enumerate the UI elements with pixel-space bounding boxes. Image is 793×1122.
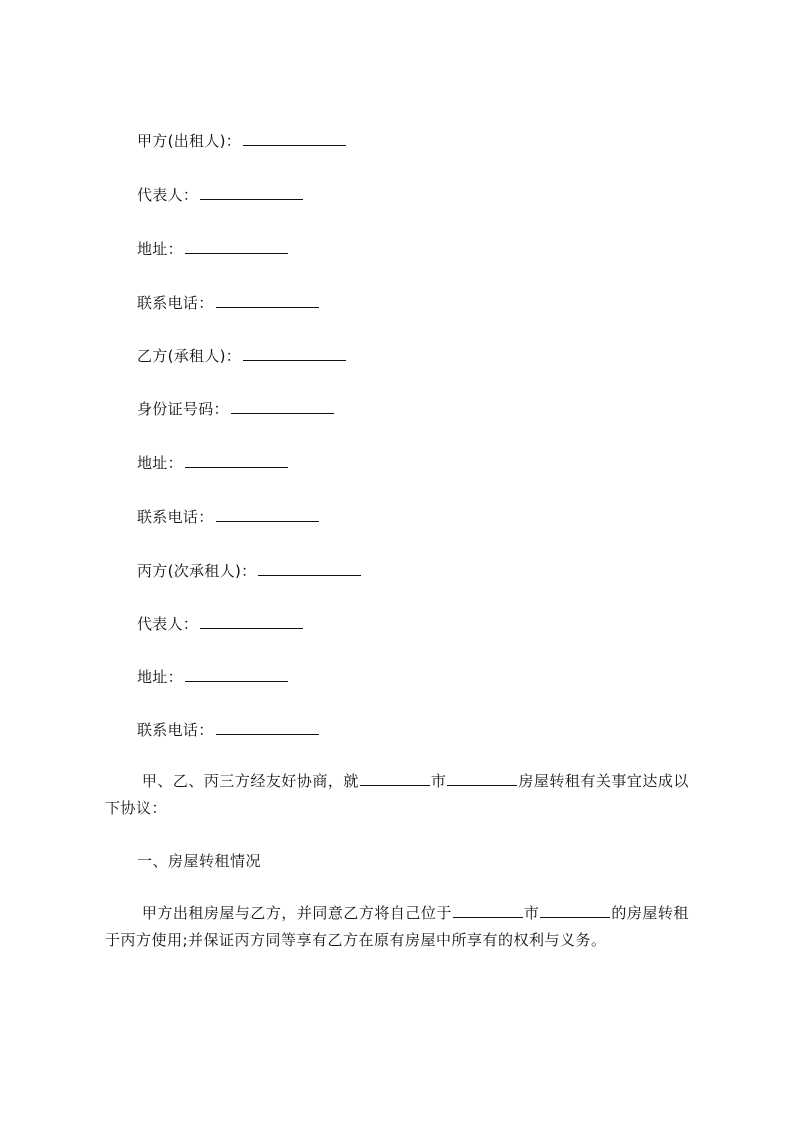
fill-blank — [258, 560, 361, 576]
intro-text: 甲、乙、丙三方经友好协商，就 — [141, 772, 359, 790]
field-label: 代表人： — [137, 615, 199, 633]
field-label: 联系电话： — [137, 721, 214, 739]
intro-line-2: 下协议： — [105, 799, 168, 817]
field-label: 地址： — [137, 454, 183, 472]
fill-blank — [185, 666, 288, 682]
fill-blank — [216, 719, 319, 735]
fill-blank — [360, 770, 430, 786]
fill-blank — [200, 184, 303, 200]
intro-line-1 — [105, 768, 705, 795]
party-b-id-field — [137, 398, 334, 420]
party-b-phone-field — [137, 506, 319, 528]
fill-blank — [243, 130, 346, 146]
field-label: 联系电话： — [137, 508, 214, 526]
party-a-address-field — [137, 238, 288, 260]
party-a-phone-field — [137, 292, 319, 314]
section-heading: 一、房屋转租情况 — [137, 852, 262, 870]
fill-blank — [185, 452, 288, 468]
fill-blank — [447, 770, 517, 786]
fill-blank — [185, 238, 288, 254]
field-label: 甲方(出租人)： — [137, 132, 242, 150]
intro-text: 房屋转租有关事宜达成以 — [518, 772, 689, 790]
field-label: 身份证号码： — [137, 400, 229, 418]
party-c-representative-field — [137, 613, 303, 635]
intro-paragraph — [105, 768, 705, 822]
field-label: 联系电话： — [137, 294, 214, 312]
field-label: 代表人： — [137, 186, 199, 204]
party-b-address-field — [137, 452, 288, 474]
field-label: 乙方(承租人)： — [137, 347, 242, 365]
fill-blank — [243, 345, 346, 361]
party-c-phone-field — [137, 719, 319, 741]
party-a-field — [137, 130, 346, 152]
intro-city-label: 市 — [430, 772, 447, 790]
fill-blank — [200, 613, 303, 629]
field-label: 丙方(次承租人)： — [137, 562, 257, 580]
party-b-field — [137, 345, 346, 367]
party-a-representative-field — [137, 184, 303, 206]
fill-blank — [540, 902, 610, 918]
fill-blank — [453, 902, 523, 918]
section-1-paragraph — [105, 900, 705, 954]
party-c-field — [137, 560, 361, 582]
section-city-label: 市 — [523, 904, 540, 922]
fill-blank — [216, 506, 319, 522]
fill-blank — [216, 292, 319, 308]
field-label: 地址： — [137, 668, 183, 686]
fill-blank — [231, 398, 334, 414]
section-text: 甲方出租房屋与乙方，并同意乙方将自己位于 — [141, 904, 452, 922]
section-text: 的房屋转租 — [611, 904, 689, 922]
party-c-address-field — [137, 666, 288, 688]
section-1-line-2: 于丙方使用;并保证丙方同等享有乙方在原有房屋中所享有的权利与义务。 — [105, 931, 607, 949]
section-1-line-1 — [105, 900, 705, 927]
field-label: 地址： — [137, 240, 183, 258]
